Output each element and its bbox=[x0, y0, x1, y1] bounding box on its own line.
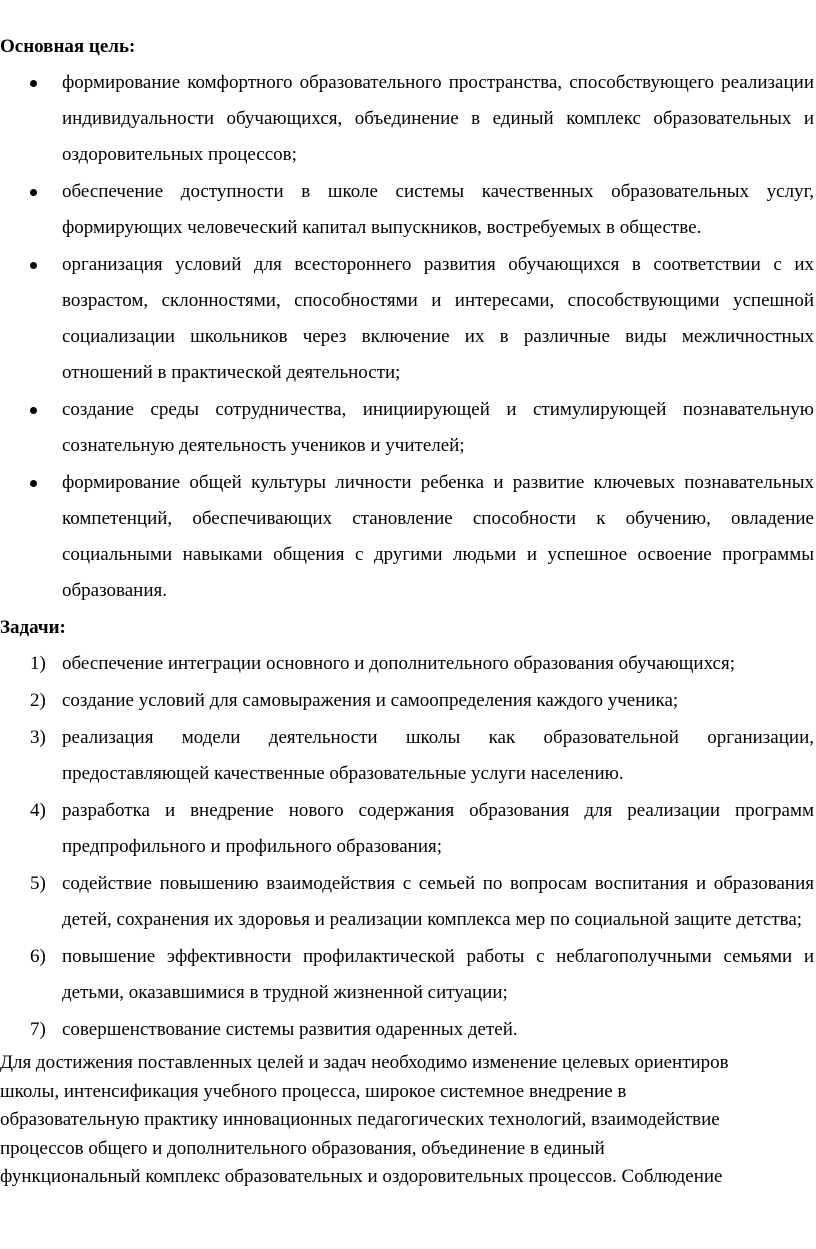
goal-item bbox=[0, 65, 814, 173]
task-item bbox=[0, 866, 814, 938]
goal-text: формирование комфортного образовательного пространства, способствующего реализации индивидуальности обучающихся, объединение в единый комплекс образовательных и оздоровительных процессов; bbox=[62, 72, 814, 165]
closing-paragraph bbox=[0, 1049, 816, 1192]
task-text: содействие повышению взаимодействия с семьей по вопросам воспитания и образования детей, сохранения их здоровья и реализации комплекса мер по социальной защите детства; bbox=[62, 873, 814, 930]
goal-item bbox=[0, 174, 814, 246]
goal-text: обеспечение доступности в школе системы качественных образовательных услуг, формирующих человеческий капитал выпускников, востребуемых в обществе. bbox=[62, 181, 814, 238]
goal-text: организация условий для всестороннего развития обучающихся в соответствии с их возрастом, склонностями, способностями и интересами, способствующими успешной социализации школьников через включение их в различные виды межличностных отношений в практической деятельности; bbox=[62, 254, 814, 383]
task-text: создание условий для самовыражения и самоопределения каждого ученика; bbox=[62, 690, 679, 711]
task-item bbox=[0, 720, 814, 792]
paragraph-line: школы, интенсификация учебного процесса, широкое системное внедрение в bbox=[0, 1080, 627, 1102]
goals-list bbox=[0, 65, 814, 609]
task-text: совершенствование системы развития одаренных детей. bbox=[62, 1019, 518, 1040]
task-number: 5) bbox=[30, 873, 46, 894]
goal-item bbox=[0, 247, 814, 391]
task-number: 1) bbox=[30, 653, 46, 674]
task-text: повышение эффективности профилактической работы с неблагополучными семьями и детьми, оказавшимися в трудной жизненной ситуации; bbox=[62, 946, 814, 1003]
task-number: 7) bbox=[30, 1019, 46, 1040]
task-number: 2) bbox=[30, 690, 46, 711]
task-text: реализация модели деятельности школы как образовательной организации, предоставляющей качественные образовательные услуги населению. bbox=[62, 727, 814, 784]
task-item bbox=[0, 1012, 814, 1048]
document-page bbox=[0, 29, 814, 1192]
goal-item bbox=[0, 392, 814, 464]
tasks-heading: Задачи: bbox=[0, 617, 66, 638]
paragraph-line: образовательную практику инновационных педагогических технологий, взаимодействие bbox=[0, 1109, 720, 1131]
paragraph-line: Для достижения поставленных целей и задач необходимо изменение целевых ориентиров bbox=[0, 1052, 729, 1073]
task-number: 6) bbox=[30, 946, 46, 967]
task-item bbox=[0, 683, 814, 719]
task-text: обеспечение интеграции основного и дополнительного образования обучающихся; bbox=[62, 653, 735, 674]
goal-text: создание среды сотрудничества, инициирующей и стимулирующей познавательную сознательную деятельность учеников и учителей; bbox=[62, 399, 814, 456]
task-item bbox=[0, 939, 814, 1011]
tasks-list bbox=[0, 646, 814, 1048]
task-item bbox=[0, 646, 814, 682]
task-text: разработка и внедрение нового содержания образования для реализации программ предпрофильного и профильного образования; bbox=[62, 800, 814, 857]
task-number: 3) bbox=[30, 727, 46, 748]
goal-text: формирование общей культуры личности ребенка и развитие ключевых познавательных компетенций, обеспечивающих становление способности к обучению, овладение социальными навыками общения с другими людьми и успешное освоение программы образования. bbox=[62, 472, 814, 601]
paragraph-line: процессов общего и дополнительного образования, объединение в единый bbox=[0, 1137, 605, 1159]
goal-heading: Основная цель: bbox=[0, 36, 136, 57]
task-item bbox=[0, 793, 814, 865]
goal-item bbox=[0, 465, 814, 609]
task-number: 4) bbox=[30, 800, 46, 821]
paragraph-line: функциональный комплекс образовательных и оздоровительных процессов. Соблюдение bbox=[0, 1166, 723, 1188]
